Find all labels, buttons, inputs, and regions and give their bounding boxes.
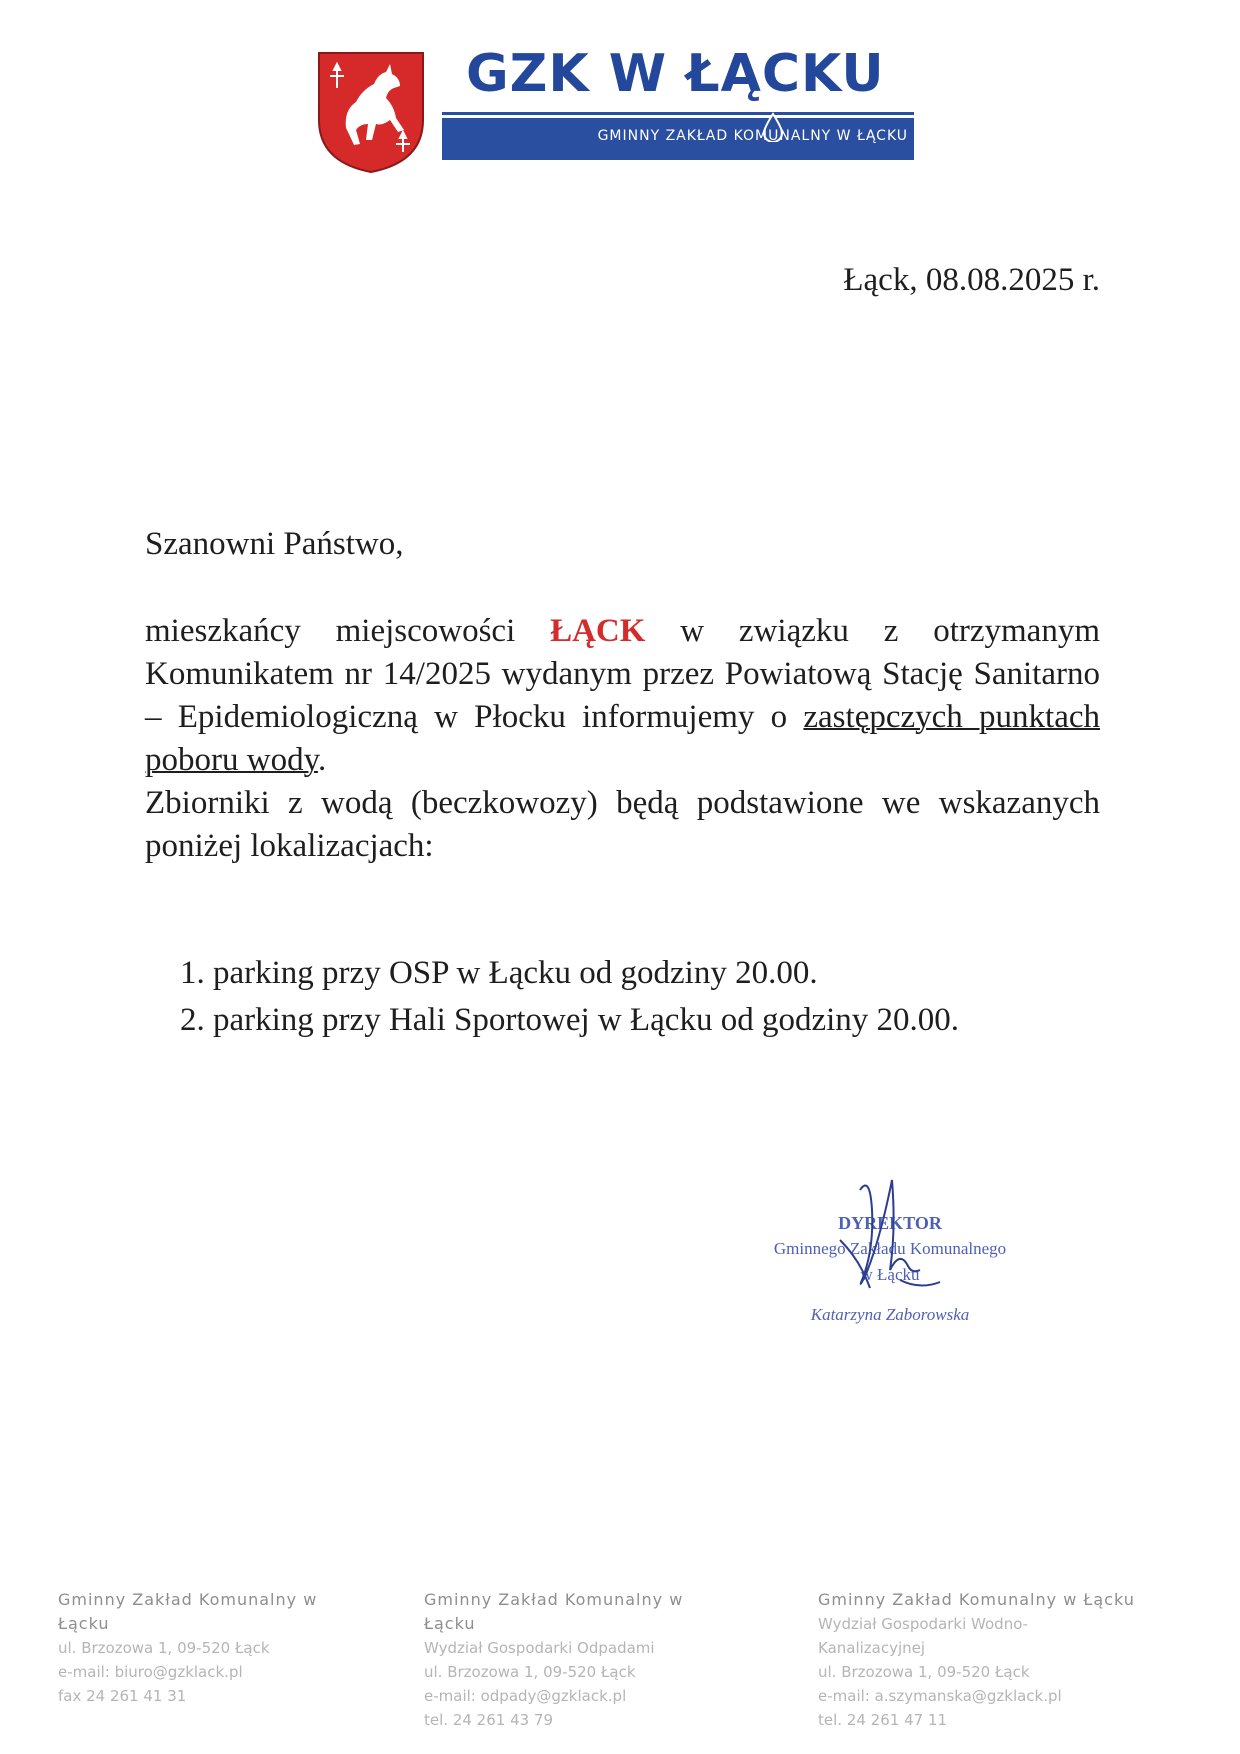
footer-address: ul. Brzozowa 1, 09-520 Łąck — [424, 1663, 636, 1681]
footer-department: Wydział Gospodarki Odpadami — [424, 1639, 655, 1657]
footer-company: Gminny Zakład Komunalny w — [58, 1590, 318, 1609]
stamp-org-line2: w Łącku — [860, 1265, 920, 1284]
p1-text-middle: w związku z otrzymanym Komunikatem nr 14/2025 wydanym przez Powiatową Stację Sanitarno – Epidemiologiczną w Płocku informujemy o — [145, 613, 1100, 735]
p1-text-start: mieszkańcy miejscowości — [145, 613, 551, 649]
footer-phone: tel. 24 261 47 11 — [818, 1711, 948, 1729]
brand-title: GZK W ŁĄCKU — [466, 44, 885, 104]
footer-phone: tel. 24 261 43 79 — [424, 1711, 554, 1729]
letter-body — [145, 610, 1100, 868]
list-item: 2. parking przy Hali Sportowej w Łącku od godziny 20.00. — [180, 1002, 960, 1038]
town-highlight: ŁĄCK — [550, 613, 646, 649]
stamp-org-line1: Gminnego Zakładu Komunalnego — [773, 1239, 1007, 1258]
footer-company: Gminny Zakład Komunalny w — [424, 1590, 684, 1609]
footer-column-office — [58, 1588, 348, 1708]
footer-address: ul. Brzozowa 1, 09-520 Łąck — [818, 1663, 1030, 1681]
stamp-name: Katarzyna Zaborowska — [810, 1305, 970, 1324]
footer-column-water — [818, 1588, 1158, 1732]
paragraph-1 — [145, 610, 1100, 782]
footer-email: e-mail: biuro@gzklack.pl — [58, 1663, 243, 1681]
p1-text-end: . — [317, 742, 327, 778]
footer-email: e-mail: a.szymanska@gzklack.pl — [818, 1687, 1062, 1705]
coat-of-arms-horse-icon — [316, 50, 426, 174]
paragraph-2: Zbiorniki z wodą (beczkowozy) będą podstawione we wskazanych poniżej lokalizacjach: — [145, 785, 1100, 864]
footer-department: Wydział Gospodarki Wodno- — [818, 1615, 1029, 1633]
gzk-logo — [316, 44, 916, 176]
footer-company: Gminny Zakład Komunalny w Łącku — [818, 1590, 1135, 1609]
footer-fax: fax 24 261 41 31 — [58, 1687, 187, 1705]
list-item: 1. parking przy OSP w Łącku od godziny 20.00. — [180, 955, 818, 991]
stamp-title: DYREKTOR — [838, 1213, 942, 1233]
footer-email: e-mail: odpady@gzklack.pl — [424, 1687, 627, 1705]
footer-address: ul. Brzozowa 1, 09-520 Łąck — [58, 1639, 270, 1657]
letter-date: Łąck, 08.08.2025 r. — [843, 262, 1100, 298]
brand-subtitle: GMINNY ZAKŁAD KOMUNALNY W ŁĄCKU — [597, 128, 908, 144]
handwritten-signature — [800, 1170, 980, 1310]
water-points-underlined: zastępczych punktach poboru wody — [145, 699, 1100, 778]
locations-list — [180, 950, 959, 1044]
greeting: Szanowni Państwo, — [145, 526, 404, 562]
brand-rule — [442, 112, 914, 115]
footer-department-cont: Kanalizacyjnej — [818, 1639, 926, 1657]
footer-company: Łącku — [58, 1614, 110, 1633]
footer-column-waste — [424, 1588, 714, 1732]
footer-company: Łącku — [424, 1614, 476, 1633]
